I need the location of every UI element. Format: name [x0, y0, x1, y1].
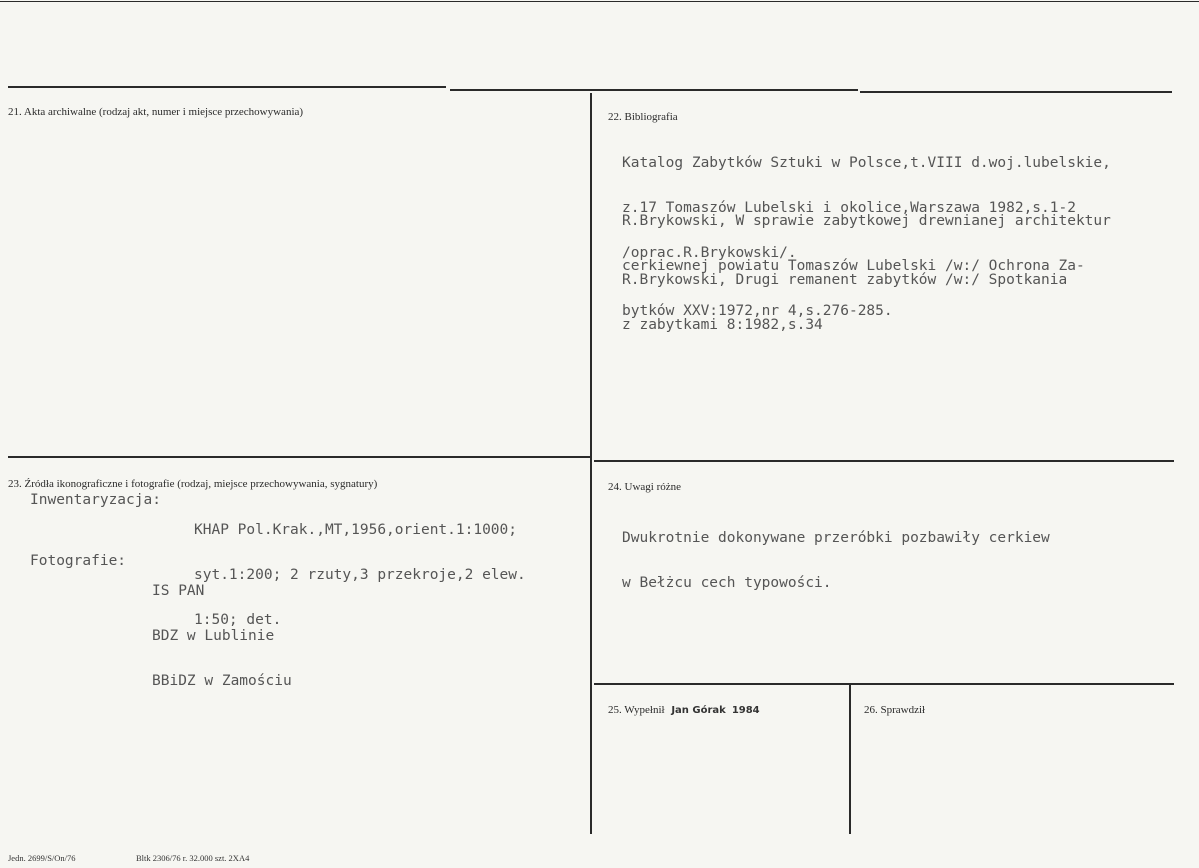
bibliography-line: z.17 Tomaszów Lubelski i okolice,Warszawa 1982,s.1-2: [622, 200, 1076, 216]
row-rule-left: [8, 456, 590, 458]
section-21-label: 21. Akta archiwalne (rodzaj akt, numer i miejsce przechowywania): [8, 106, 304, 118]
inwentaryzacja-line: 1:50; det.: [194, 612, 282, 628]
section-25-caption: 25. Wypełnił: [608, 704, 665, 716]
fotografie-line: BDZ w Lublinie: [152, 628, 275, 644]
row-rule-signature: [594, 683, 1174, 685]
inwentaryzacja-line: KHAP Pol.Krak.,MT,1956,orient.1:1000;: [194, 522, 518, 538]
vertical-divider-signature: [849, 685, 851, 834]
section-23-label: 23. Źródła ikonograficzne i fotografie (rodzaj, miejsce przechowywania, sygnatury): [8, 478, 378, 490]
bibliography-line: z zabytkami 8:1982,s.34: [622, 317, 823, 333]
section-24-label: 24. Uwagi różne: [608, 481, 682, 493]
row-rule-right: [594, 460, 1174, 462]
bibliography-line: R.Brykowski, W sprawie zabytkowej drewnianej architektur: [622, 213, 1111, 229]
bibliography-line: Katalog Zabytków Sztuki w Polsce,t.VIII d.woj.lubelskie,: [622, 155, 1111, 171]
header-rule-mid: [450, 89, 858, 91]
fotografie-label: Fotografie:: [30, 553, 127, 569]
top-edge-line: [0, 1, 1199, 2]
remarks-line: w Bełżcu cech typowości.: [622, 575, 832, 591]
section-22-label: 22. Bibliografia: [608, 111, 678, 123]
bibliography-line: R.Brykowski, Drugi remanent zabytków /w:/ Spotkania: [622, 272, 1068, 288]
remarks-text: [622, 501, 1050, 621]
inwentaryzacja-label: Inwentaryzacja:: [30, 492, 161, 508]
footer-left: Jedn. 2699/S/On/76: [8, 853, 76, 863]
fotografie-line: BBiDZ w Zamościu: [152, 673, 292, 689]
inwentaryzacja-line: syt.1:200; 2 rzuty,3 przekroje,2 elew.: [194, 567, 526, 583]
fotografie-line: IS PAN: [152, 583, 205, 599]
remarks-line: Dwukrotnie dokonywane przeróbki pozbawiły cerkiew: [622, 530, 1050, 546]
vertical-divider-main: [590, 93, 592, 834]
bibliography-line: /oprac.R.Brykowski/.: [622, 245, 797, 261]
filled-by-name: Jan Górak: [671, 705, 726, 716]
section-26-label: 26. Sprawdził: [864, 704, 926, 716]
header-rule-right: [860, 91, 1172, 93]
bibliography-line: bytków XXV:1972,nr 4,s.276-285.: [622, 303, 893, 319]
bibliography-entry-3: [622, 243, 1067, 363]
header-rule-left: [8, 86, 446, 88]
bibliography-line: cerkiewnej powiatu Tomaszów Lubelski /w:/ Ochrona Za-: [622, 258, 1085, 274]
fotografie-value: [152, 554, 292, 719]
section-25-label: [608, 704, 760, 716]
footer-right: Bltk 2306/76 r. 32.000 szt. 2XA4: [136, 853, 250, 863]
filled-by-year: 1984: [731, 705, 760, 716]
